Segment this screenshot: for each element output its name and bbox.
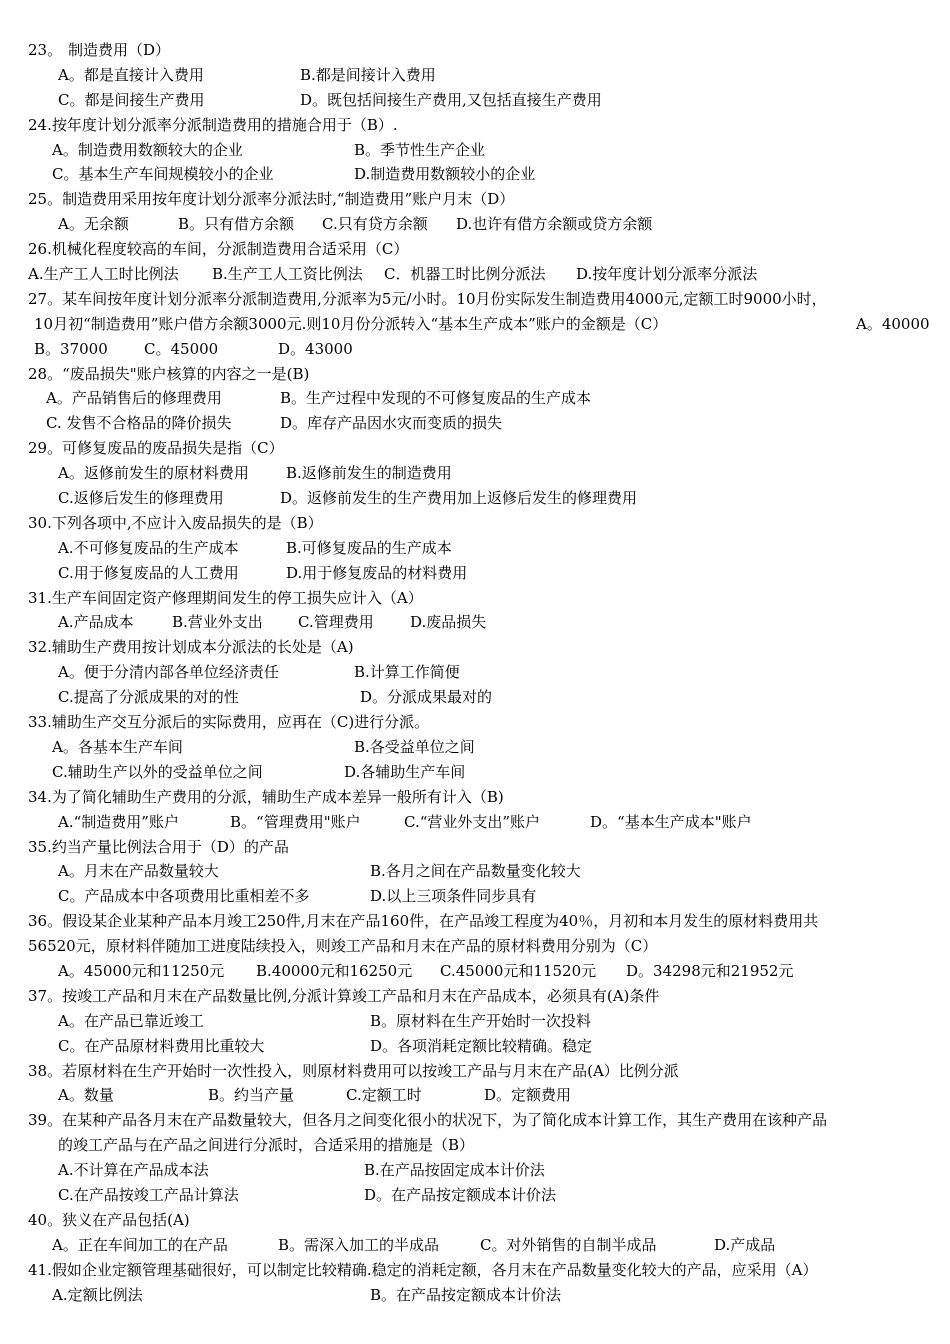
text-segment: B。季节性生产企业 — [354, 140, 486, 159]
text-line — [0, 835, 950, 860]
text-segment: D.各辅助生产车间 — [344, 762, 466, 781]
text-segment: B.可修复废品的生产成本 — [286, 538, 452, 557]
text-segment: 34.为了简化辅助生产费用的分派，辅助生产成本差异一般所有计入（B) — [28, 787, 504, 806]
text-line — [0, 511, 950, 536]
text-line — [0, 909, 950, 934]
text-line — [0, 586, 950, 611]
text-segment: 40。狭义在产品包括(A) — [28, 1210, 190, 1229]
text-line — [0, 1258, 950, 1283]
text-segment: A.生产工人工时比例法 — [28, 265, 179, 284]
text-segment: C。产品成本中各项费用比重相差不多 — [58, 887, 310, 906]
text-segment: A。45000元和11250元 — [58, 961, 225, 980]
text-line — [0, 735, 950, 760]
text-segment: D。定额费用 — [484, 1086, 572, 1105]
document-page — [0, 38, 950, 1307]
text-segment: A。40000 — [856, 314, 930, 333]
text-segment: 30.下列各项中,不应计入废品损失的是（B） — [28, 513, 323, 532]
text-line — [0, 411, 950, 436]
text-line — [0, 63, 950, 88]
text-segment: B。只有借方余额 — [178, 215, 295, 234]
text-segment: D。既包括间接生产费用,又包括直接生产费用 — [300, 90, 602, 109]
text-segment: A。在产品已靠近竣工 — [58, 1011, 204, 1030]
text-segment: A。月末在产品数量较大 — [58, 862, 219, 881]
text-segment: A。便于分清内部各单位经济责任 — [58, 663, 279, 682]
text-segment: D。“基本生产成本"账户 — [590, 812, 752, 831]
text-segment: C。基本生产车间规模较小的企业 — [52, 165, 274, 184]
text-segment: B。在产品按定额成本计价法 — [370, 1285, 562, 1304]
text-line — [0, 337, 950, 362]
text-segment: C.用于修复废品的人工费用 — [58, 563, 239, 582]
text-segment: B.计算工作简便 — [354, 663, 460, 682]
text-line — [0, 287, 950, 312]
text-segment: B.40000元和16250元 — [256, 961, 413, 980]
text-segment: D。34298元和21952元 — [626, 961, 794, 980]
text-line — [0, 486, 950, 511]
text-line — [0, 1158, 950, 1183]
text-segment: C。45000 — [144, 339, 219, 358]
text-segment: A。制造费用数额较大的企业 — [52, 140, 243, 159]
text-segment: C.定额工时 — [346, 1086, 422, 1105]
text-segment: 33.辅助生产交互分派后的实际费用，应再在（C)进行分派。 — [28, 713, 430, 732]
text-segment: D。返修前发生的生产费用加上返修后发生的修理费用 — [280, 489, 638, 508]
text-line — [0, 1133, 950, 1158]
text-line — [0, 38, 950, 63]
text-segment: D。库存产品因水灾而变质的损失 — [280, 414, 503, 433]
text-line — [0, 362, 950, 387]
text-segment: 35.约当产量比例法合用于（D）的产品 — [28, 837, 289, 856]
text-segment: C.提高了分派成果的对的性 — [58, 688, 239, 707]
text-line — [0, 312, 950, 337]
text-segment: B.在产品按固定成本计价法 — [364, 1161, 545, 1180]
text-segment: A。正在车间加工的在产品 — [52, 1235, 228, 1254]
text-segment: B。约当产量 — [208, 1086, 295, 1105]
text-line — [0, 984, 950, 1009]
text-line — [0, 610, 950, 635]
text-line — [0, 859, 950, 884]
text-segment: D。各项消耗定额比较精确。稳定 — [370, 1036, 593, 1055]
text-line — [0, 212, 950, 237]
text-segment: A.产品成本 — [58, 613, 134, 632]
text-segment: B。原材料在生产开始时一次投料 — [370, 1011, 592, 1030]
text-segment: 制造费用（D） — [68, 41, 171, 59]
text-line — [0, 1009, 950, 1034]
text-segment: 36。假设某企业某种产品本月竣工250件,月末在产品160件，在产品竣工程度为40％，月初和本月发生的原材料费用共 — [28, 912, 819, 931]
text-segment: A。产品销售后的修理费用 — [46, 389, 222, 408]
text-segment: B。生产过程中发现的不可修复废品的生产成本 — [280, 389, 592, 408]
text-segment: B。“管理费用"账户 — [230, 812, 361, 831]
text-line — [0, 1108, 950, 1133]
text-segment: D.用于修复废品的材料费用 — [286, 563, 468, 582]
text-segment: D.以上三项条件同步具有 — [370, 887, 537, 906]
text-segment: 31.生产车间固定资产修理期间发生的停工损失应计入（A） — [28, 588, 423, 607]
text-line — [0, 262, 950, 287]
text-segment: 41.假如企业定额管理基础很好，可以制定比较精确.稳定的消耗定额，各月末在产品数量变化较大的产品，应采用（A） — [28, 1260, 818, 1279]
text-line — [0, 660, 950, 685]
text-line — [0, 1183, 950, 1208]
text-segment: A。无余额 — [58, 215, 129, 234]
text-line — [0, 934, 950, 959]
text-segment: D。在产品按定额成本计价法 — [364, 1185, 557, 1204]
text-segment: 37。按竣工产品和月末在产品数量比例,分派计算竣工产品和月末在产品成本，必须具有(A)条件 — [28, 986, 660, 1005]
text-segment: B.各月之间在产品数量变化较大 — [370, 862, 581, 881]
text-segment: 26.机械化程度较高的车间，分派制造费用合适采用（C） — [28, 240, 409, 259]
text-segment: B.各受益单位之间 — [354, 737, 475, 756]
text-line — [0, 760, 950, 785]
text-segment: B。需深入加工的半成品 — [278, 1235, 440, 1254]
text-line — [0, 461, 950, 486]
text-line — [0, 1233, 950, 1258]
text-segment: C.只有贷方余额 — [322, 215, 428, 234]
text-segment: B.生产工人工资比例法 — [212, 265, 363, 284]
text-segment: D。43000 — [278, 339, 353, 358]
text-line — [0, 1059, 950, 1084]
text-segment: D.废品损失 — [410, 613, 487, 632]
text-line — [0, 88, 950, 113]
text-segment: B。37000 — [34, 339, 108, 358]
text-segment: 25。制造费用采用按年度计划分派率分派法时,“制造费用”账户月末（D） — [28, 190, 515, 209]
text-line — [0, 386, 950, 411]
text-segment: D.按年度计划分派率分派法 — [576, 265, 758, 284]
text-segment: A.不可修复废品的生产成本 — [58, 538, 239, 557]
text-line — [0, 138, 950, 163]
text-segment: C.在产品按竣工产品计算法 — [58, 1185, 239, 1204]
text-segment: C.返修后发生的修理费用 — [58, 489, 224, 508]
text-segment: A。返修前发生的原材料费用 — [58, 464, 249, 483]
text-line — [0, 561, 950, 586]
text-line — [0, 710, 950, 735]
text-line — [0, 685, 950, 710]
text-line — [0, 237, 950, 262]
text-segment: 24.按年度计划分派率分派制造费用的措施合用于（B）. — [28, 115, 398, 134]
text-segment: C.45000元和11520元 — [440, 961, 597, 980]
text-line — [0, 1034, 950, 1059]
text-segment: D。分派成果最对的 — [360, 688, 493, 707]
text-line — [0, 635, 950, 660]
text-line — [0, 884, 950, 909]
text-segment: D.产成品 — [714, 1235, 776, 1254]
text-line — [0, 162, 950, 187]
text-segment: C.辅助生产以外的受益单位之间 — [52, 762, 263, 781]
text-segment: 38。若原材料在生产开始时一次性投入，则原材料费用可以按竣工产品与月末在产品(A）比例分派 — [28, 1061, 679, 1080]
text-line — [0, 959, 950, 984]
text-segment: A.不计算在产品成本法 — [58, 1161, 209, 1180]
text-segment: 27。某车间按年度计划分派率分派制造费用,分派率为5元/小时。10月份实际发生制造费用4000元,定额工时9000小时， — [28, 289, 827, 308]
text-segment: 29。可修复废品的废品损失是指（C） — [28, 439, 284, 458]
text-segment: C.“营业外支出”账户 — [404, 812, 541, 831]
text-segment: 32.辅助生产费用按计划成本分派法的长处是（A) — [28, 638, 354, 657]
text-segment: A.定额比例法 — [52, 1285, 143, 1304]
text-segment: C。在产品原材料费用比重较大 — [58, 1036, 265, 1055]
text-segment: D.也许有借方余额或贷方余额 — [456, 215, 653, 234]
text-segment: B.返修前发生的制造费用 — [286, 464, 452, 483]
text-segment: A。各基本生产车间 — [52, 737, 183, 756]
text-segment: C. 发售不合格品的降价损失 — [46, 414, 232, 433]
text-segment: A.“制造费用”账户 — [58, 812, 179, 831]
text-segment: D.制造费用数额较小的企业 — [354, 165, 536, 184]
text-segment: 的竣工产品与在产品之间进行分派时，合适采用的措施是（B） — [58, 1136, 475, 1155]
text-line — [0, 536, 950, 561]
text-line — [0, 436, 950, 461]
text-line — [0, 1208, 950, 1233]
text-segment: 10月初“制造费用”账户借方余额3000元.则10月份分派转入“基本生产成本”账户的金额是（C） — [34, 314, 668, 333]
text-line — [0, 1083, 950, 1108]
text-segment: C.管理费用 — [298, 613, 374, 632]
text-segment: 28。“废品损失"账户核算的内容之一是(B) — [28, 364, 310, 383]
text-line — [0, 1283, 950, 1308]
text-line — [0, 785, 950, 810]
text-segment: B.都是间接计入费用 — [300, 65, 436, 84]
text-segment: 39。在某种产品各月末在产品数量较大，但各月之间变化很小的状况下，为了简化成本计算工作，其生产费用在该种产品 — [28, 1111, 828, 1130]
text-line — [0, 113, 950, 138]
text-segment: A。都是直接计入费用 — [58, 65, 204, 84]
text-line — [0, 810, 950, 835]
text-line — [0, 187, 950, 212]
text-segment: A。数量 — [58, 1086, 114, 1105]
text-segment: 56520元，原材料伴随加工进度陆续投入，则竣工产品和月末在产品的原材料费用分别为（C） — [28, 937, 658, 956]
text-segment: C。对外销售的自制半成品 — [480, 1235, 657, 1254]
text-segment: B.营业外支出 — [172, 613, 263, 632]
question-number: 23。 — [28, 41, 63, 59]
text-segment: C。都是间接生产费用 — [58, 90, 205, 109]
text-segment: C．机器工时比例分派法 — [384, 265, 546, 284]
